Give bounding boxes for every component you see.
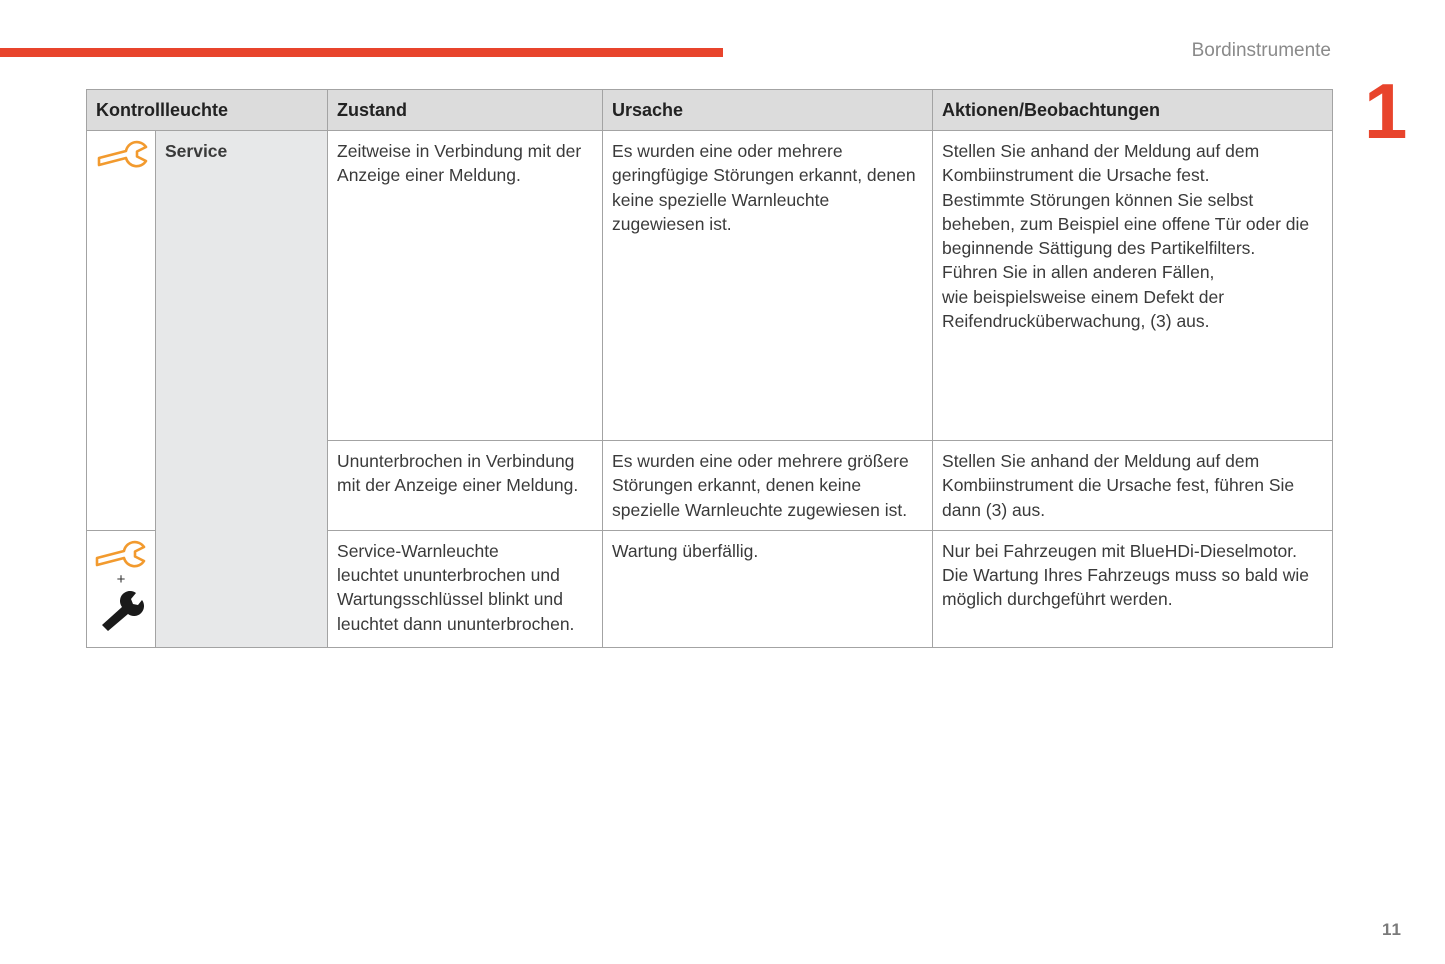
row3-aktionen-line: Nur bei Fahrzeugen mit BlueHDi-Dieselmotor. bbox=[942, 540, 1298, 561]
row3-ursache: Wartung überfällig. bbox=[603, 530, 933, 647]
column-header-ursache: Ursache bbox=[603, 90, 933, 131]
row3-zustand bbox=[328, 530, 603, 647]
row2-aktionen: Stellen Sie anhand der Meldung auf dem Kombiinstrument die Ursache fest, führen Sie dann (3) aus. bbox=[933, 441, 1333, 531]
row1-aktionen-line: Führen Sie in allen anderen Fällen, bbox=[942, 262, 1215, 283]
service-wrench-outline-icon bbox=[94, 539, 148, 569]
row3-zustand-line: leuchtet ununterbrochen und Wartungsschlüssel blinkt und leuchtet dann ununterbrochen. bbox=[337, 565, 575, 634]
page-number: 11 bbox=[1382, 920, 1402, 939]
row1-aktionen-line: Stellen Sie anhand der Meldung auf dem Kombiinstrument die Ursache fest. bbox=[942, 141, 1260, 186]
column-header-zustand: Zustand bbox=[328, 90, 603, 131]
lamp-name-service: Service bbox=[156, 131, 328, 648]
warning-lights-table bbox=[86, 89, 1333, 648]
section-title: Bordinstrumente bbox=[1191, 40, 1331, 61]
column-header-kontrollleuchte: Kontrollleuchte bbox=[87, 90, 328, 131]
icon-cell bbox=[87, 131, 156, 531]
table-header-row bbox=[87, 90, 1333, 131]
row3-aktionen bbox=[933, 530, 1333, 647]
row3-aktionen-line: Die Wartung Ihres Fahrzeugs muss so bald wie möglich durchgeführt werden. bbox=[942, 565, 1310, 610]
plus-sign: + bbox=[116, 570, 126, 588]
row1-aktionen-line: wie beispielsweise einem Defekt der Reifendrucküberwachung, (3) aus. bbox=[942, 286, 1225, 332]
row2-ursache: Es wurden eine oder mehrere größere Störungen erkannt, denen keine spezielle Warnleuchte zugewiesen ist. bbox=[603, 441, 933, 531]
chapter-number: 1 bbox=[1364, 67, 1408, 155]
column-header-aktionen: Aktionen/Beobachtungen bbox=[933, 90, 1333, 131]
service-wrench-outline-icon bbox=[96, 139, 150, 169]
row2-zustand: Ununterbrochen in Verbindung mit der Anzeige einer Meldung. bbox=[328, 441, 603, 531]
row3-zustand-line: Service-Warnleuchte bbox=[337, 540, 499, 561]
icon-cell bbox=[87, 530, 156, 647]
row1-aktionen-line: Bestimmte Störungen können Sie selbst beheben, zum Beispiel eine offene Tür oder die beginnende Sättigung des Partikelfilters. bbox=[942, 189, 1310, 259]
row1-zustand: Zeitweise in Verbindung mit der Anzeige einer Meldung. bbox=[328, 131, 603, 441]
table-row bbox=[87, 131, 1333, 441]
maintenance-wrench-icon bbox=[98, 591, 144, 631]
row1-aktionen bbox=[933, 131, 1333, 441]
row1-ursache: Es wurden eine oder mehrere geringfügige Störungen erkannt, denen keine spezielle Warnleuchte zugewiesen ist. bbox=[603, 131, 933, 441]
header-accent-bar bbox=[0, 48, 723, 57]
